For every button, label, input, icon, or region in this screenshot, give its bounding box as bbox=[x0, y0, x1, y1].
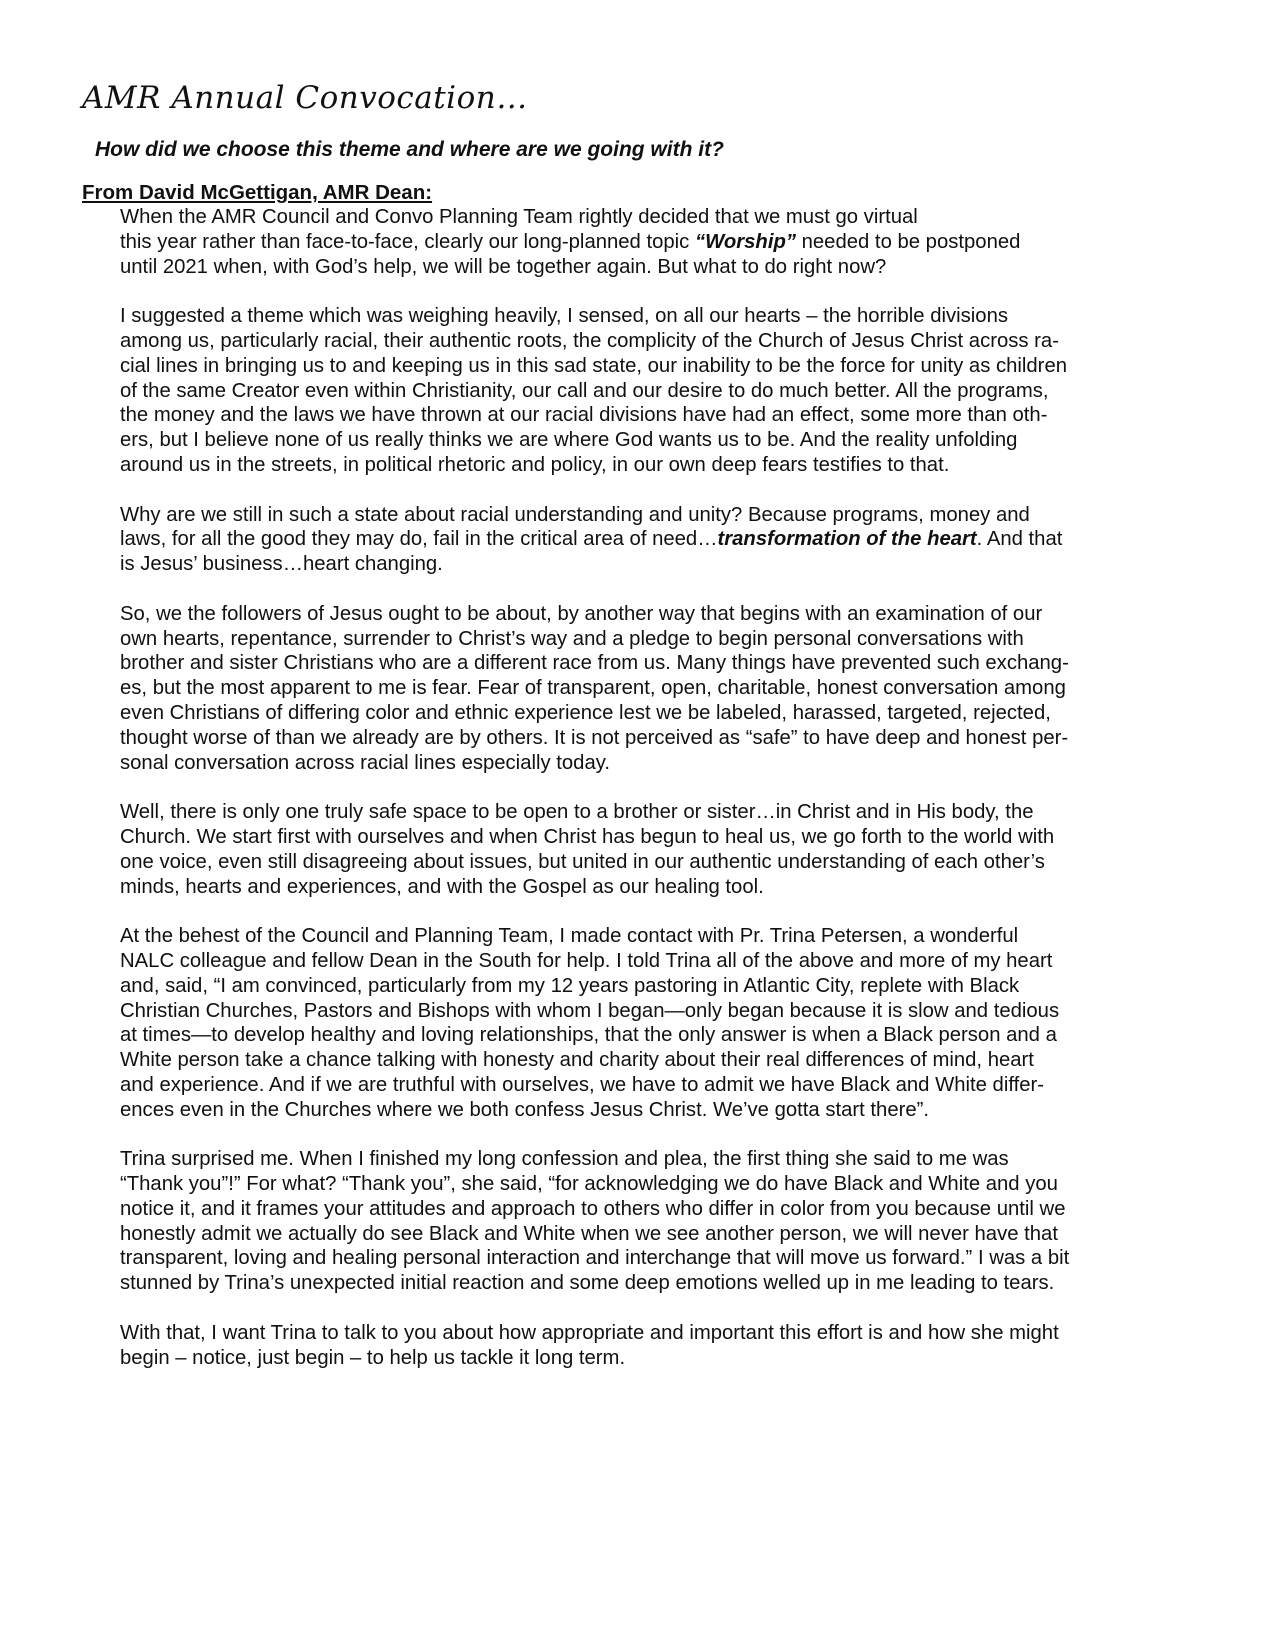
text-segment: Why are we still in such a state about racial understanding and unity? Because programs, money and bbox=[120, 503, 1030, 526]
paragraph bbox=[120, 1147, 1202, 1296]
text-line bbox=[120, 627, 1202, 652]
text-segment: stunned by Trina’s unexpected initial reaction and some deep emotions welled up in me leading to tears. bbox=[120, 1272, 1055, 1295]
text-line bbox=[120, 974, 1202, 999]
emphasis-text: “Worship” bbox=[694, 230, 796, 253]
text-segment: around us in the streets, in political rhetoric and policy, in our own deep fears testifies to that. bbox=[120, 453, 950, 476]
text-line bbox=[120, 255, 1202, 280]
text-segment: transparent, loving and healing personal interaction and interchange that will move us forward.” I was a bit bbox=[120, 1247, 1070, 1270]
text-segment: cial lines in bringing us to and keeping us in this sad state, our inability to be the force for unity as children bbox=[120, 354, 1067, 377]
paragraph bbox=[120, 800, 1202, 899]
text-segment: at times—to develop healthy and loving relationships, that the only answer is when a Black person and a bbox=[120, 1024, 1057, 1047]
text-segment: I suggested a theme which was weighing heavily, I sensed, on all our hearts – the horrible divisions bbox=[120, 305, 1008, 328]
paragraph bbox=[120, 924, 1202, 1122]
text-segment: So, we the followers of Jesus ought to be about, by another way that begins with an examination of our bbox=[120, 602, 1043, 625]
text-line bbox=[120, 1246, 1202, 1271]
text-line bbox=[120, 205, 1202, 230]
text-line bbox=[120, 552, 1202, 577]
text-segment: until 2021 when, with God’s help, we will be together again. But what to do right now? bbox=[120, 255, 887, 278]
text-segment: own hearts, repentance, surrender to Christ’s way and a pledge to begin personal conversations with bbox=[120, 627, 1024, 650]
text-line bbox=[120, 453, 1202, 478]
paragraph bbox=[120, 602, 1202, 776]
text-line bbox=[120, 1172, 1202, 1197]
text-line bbox=[120, 751, 1202, 776]
text-segment: one voice, even still disagreeing about issues, but united in our authentic understanding of each other’s bbox=[120, 850, 1045, 873]
paragraph bbox=[120, 205, 1202, 279]
text-segment: Church. We start first with ourselves and when Christ has begun to heal us, we go forth to the world with bbox=[120, 825, 1055, 848]
page-subtitle: How did we choose this theme and where are we going with it? bbox=[95, 138, 724, 161]
text-line bbox=[120, 676, 1202, 701]
text-segment: needed to be postponed bbox=[795, 230, 1021, 253]
text-segment: “Thank you”!” For what? “Thank you”, she said, “for acknowledging we do have Black and White and you bbox=[120, 1173, 1058, 1196]
text-line bbox=[120, 825, 1202, 850]
text-segment: honestly admit we actually do see Black and White when we see another person, we will never have that bbox=[120, 1222, 1058, 1245]
text-line bbox=[120, 1346, 1202, 1371]
text-line bbox=[120, 503, 1202, 528]
text-line bbox=[120, 875, 1202, 900]
text-line bbox=[120, 428, 1202, 453]
text-segment: Trina surprised me. When I finished my long confession and plea, the first thing she said to me was bbox=[120, 1148, 1009, 1171]
text-segment: When the AMR Council and Convo Planning Team rightly decided that we must go virtual bbox=[120, 206, 918, 228]
text-line bbox=[120, 1098, 1202, 1123]
text-line bbox=[120, 1023, 1202, 1048]
text-segment: minds, hearts and experiences, and with the Gospel as our healing tool. bbox=[120, 875, 764, 898]
text-segment: . And that bbox=[976, 528, 1063, 551]
text-segment: Well, there is only one truly safe space to be open to a brother or sister…in Christ and in His body, the bbox=[120, 801, 1034, 824]
text-line bbox=[120, 602, 1202, 627]
text-segment: brother and sister Christians who are a different race from us. Many things have prevented such exchang- bbox=[120, 652, 1069, 675]
text-segment: is Jesus’ business…heart changing. bbox=[120, 553, 443, 576]
text-segment: this year rather than face-to-face, clearly our long-planned topic bbox=[120, 230, 695, 253]
text-segment: ences even in the Churches where we both confess Jesus Christ. We’ve gotta start there”. bbox=[120, 1098, 930, 1121]
text-segment: laws, for all the good they may do, fail in the critical area of need… bbox=[120, 528, 718, 551]
text-segment: thought worse of than we already are by others. It is not perceived as “safe” to have deep and honest per- bbox=[120, 726, 1069, 749]
text-line bbox=[120, 1321, 1202, 1346]
text-segment: among us, particularly racial, their authentic roots, the complicity of the Church of Jesus Christ across ra- bbox=[120, 329, 1059, 352]
text-line bbox=[120, 403, 1202, 428]
text-line bbox=[120, 1147, 1202, 1172]
text-line bbox=[120, 230, 1202, 255]
text-line bbox=[120, 1048, 1202, 1073]
text-line bbox=[120, 800, 1202, 825]
text-segment: At the behest of the Council and Planning Team, I made contact with Pr. Trina Petersen, a wonderful bbox=[120, 925, 1019, 948]
text-line bbox=[120, 379, 1202, 404]
text-line bbox=[120, 1073, 1202, 1098]
text-segment: sonal conversation across racial lines especially today. bbox=[120, 751, 610, 774]
text-segment: Christian Churches, Pastors and Bishops with whom I began—only began because it is slow and tedious bbox=[120, 999, 1060, 1022]
text-line bbox=[120, 354, 1202, 379]
author-byline: From David McGettigan, AMR Dean: bbox=[82, 181, 433, 204]
paragraph bbox=[120, 304, 1202, 478]
paragraph bbox=[120, 503, 1202, 577]
text-segment: notice it, and it frames your attitudes and approach to others who differ in color from you because until we bbox=[120, 1197, 1066, 1220]
text-line bbox=[120, 527, 1202, 552]
text-segment: and experience. And if we are truthful with ourselves, we have to admit we have Black and White differ- bbox=[120, 1073, 1045, 1096]
text-line bbox=[120, 1271, 1202, 1296]
text-segment: the money and the laws we have thrown at our racial divisions have had an effect, some more than oth- bbox=[120, 404, 1048, 427]
page-title: AMR Annual Convocation… bbox=[82, 80, 528, 116]
text-segment: White person take a chance talking with honesty and charity about their real differences of mind, heart bbox=[120, 1049, 1034, 1072]
text-line bbox=[120, 924, 1202, 949]
text-segment: NALC colleague and fellow Dean in the South for help. I told Trina all of the above and more of my heart bbox=[120, 949, 1053, 972]
text-line bbox=[120, 949, 1202, 974]
text-segment: ers, but I believe none of us really thinks we are where God wants us to be. And the reality unfolding bbox=[120, 429, 1018, 452]
text-segment: es, but the most apparent to me is fear. Fear of transparent, open, charitable, honest conversation among bbox=[120, 677, 1066, 700]
text-line bbox=[120, 701, 1202, 726]
text-segment: of the same Creator even within Christianity, our call and our desire to do much better. All the programs, bbox=[120, 379, 1049, 402]
text-line bbox=[120, 304, 1202, 329]
text-line bbox=[120, 651, 1202, 676]
text-line bbox=[120, 1197, 1202, 1222]
text-segment: and, said, “I am convinced, particularly from my 12 years pastoring in Atlantic City, replete with Black bbox=[120, 974, 1020, 997]
text-line bbox=[120, 1222, 1202, 1247]
paragraph bbox=[120, 1321, 1202, 1371]
text-segment: even Christians of differing color and ethnic experience lest we be labeled, harassed, targeted, rejected, bbox=[120, 701, 1051, 724]
text-segment: begin – notice, just begin – to help us tackle it long term. bbox=[120, 1346, 626, 1369]
article-body bbox=[120, 205, 1202, 1395]
text-line bbox=[120, 999, 1202, 1024]
text-line bbox=[120, 726, 1202, 751]
text-line bbox=[120, 329, 1202, 354]
text-segment: With that, I want Trina to talk to you about how appropriate and important this effort is and how she might bbox=[120, 1321, 1059, 1344]
text-line bbox=[120, 850, 1202, 875]
emphasis-text: transformation of the heart bbox=[717, 528, 977, 551]
